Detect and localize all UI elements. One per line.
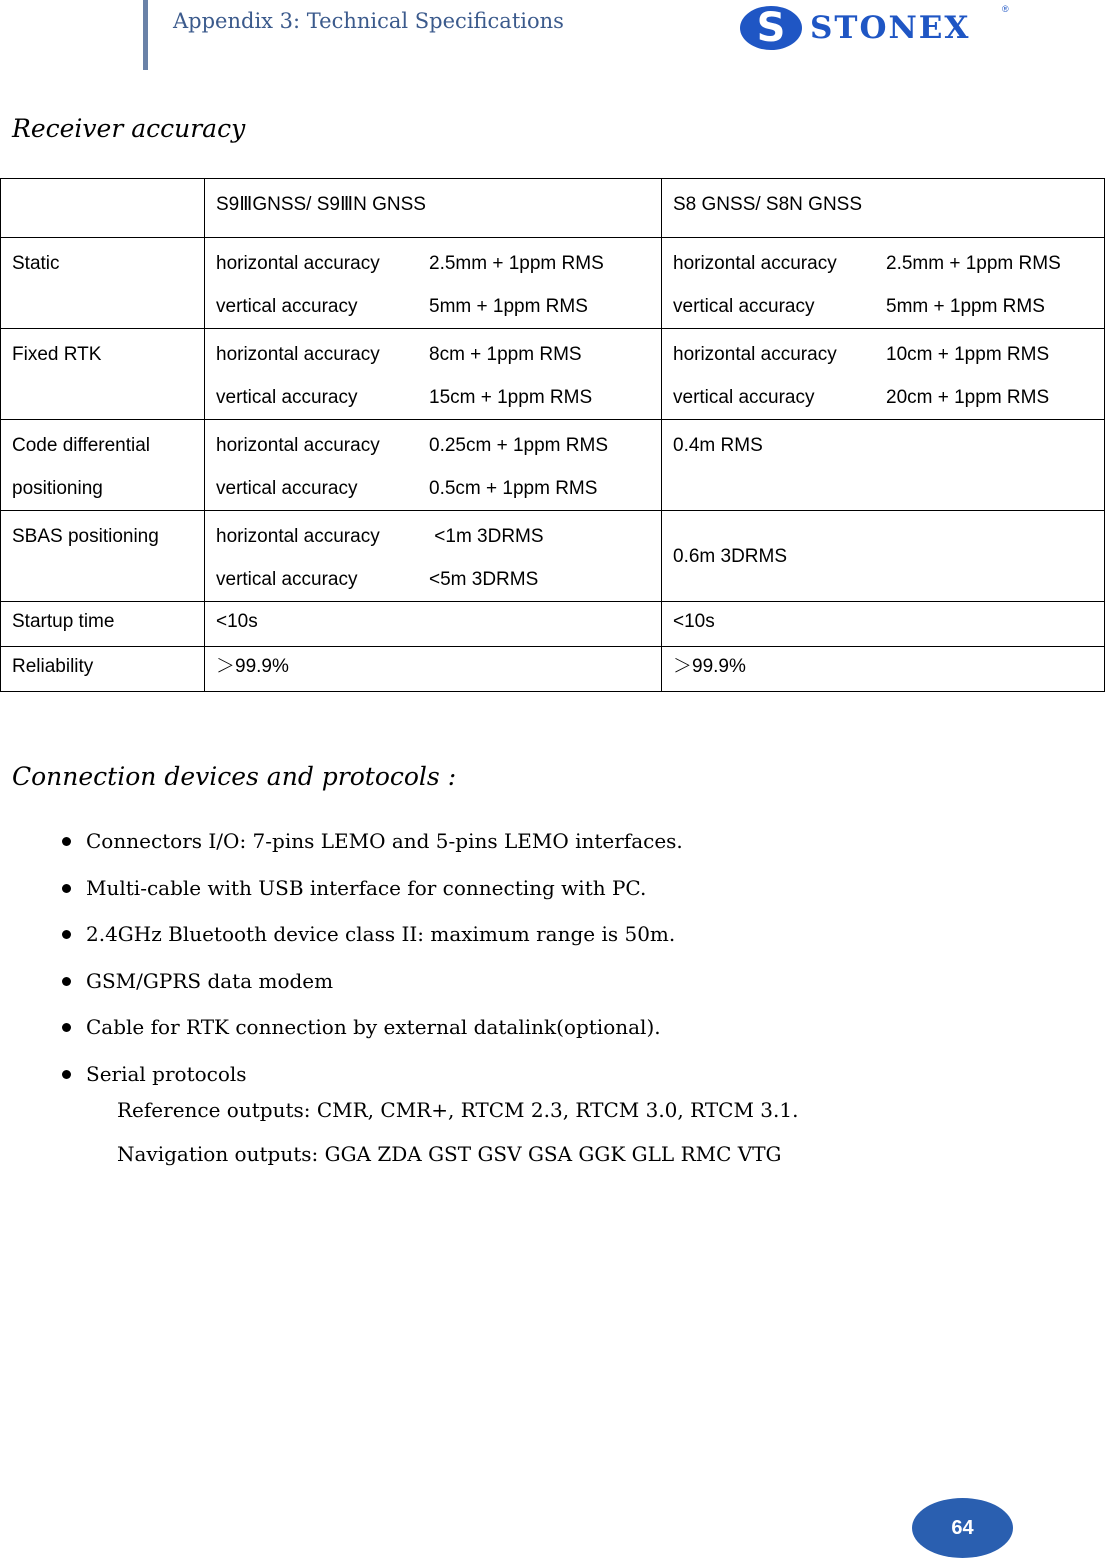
h-value: <1m 3DRMS [429,526,544,547]
h-label: horizontal accuracy [216,344,380,365]
h-label: horizontal accuracy [216,253,380,274]
v-value: <5m 3DRMS [429,569,539,590]
v-value: 5mm + 1ppm RMS [429,296,588,317]
connection-list [0,818,1106,1097]
v-label: vertical accuracy [216,296,358,317]
table-row-reliability [1,647,1105,692]
h-value: 0.25cm + 1ppm RMS [429,435,608,456]
table-header-row [1,179,1105,238]
navigation-outputs: Navigation outputs: GGA ZDA GST GSV GSA GGK GLL RMC VTG [117,1142,782,1166]
list-item-text: Multi-cable with USB interface for connecting with PC. [86,875,647,900]
bullet-icon [62,1023,71,1032]
list-item [0,958,1106,1005]
logo-text: STONEX [810,10,971,46]
sbas-s8-cell: 0.6m 3DRMS [662,511,1105,602]
header-divider [143,0,148,70]
connection-title: Connection devices and protocols : [12,762,457,791]
list-item-text: 2.4GHz Bluetooth device class II: maximum range is 50m. [86,922,676,946]
bullet-icon [62,837,71,846]
static-s9-cell [205,238,662,329]
h-value: 2.5mm + 1ppm RMS [429,253,604,274]
header-cell-s8: S8 GNSS/ S8N GNSS [662,179,1105,238]
row-label: Static [1,238,205,329]
reference-outputs: Reference outputs: CMR, CMR+, RTCM 2.3, RTCM 3.0, RTCM 3.1. [117,1098,799,1122]
row-label-line2: positioning [12,478,103,499]
stonex-logo [740,6,1015,52]
table-row-static [1,238,1105,329]
list-item [0,818,1106,865]
row-label-line1: Code differential [12,435,151,456]
list-item-text: Serial protocols [86,1061,247,1086]
bullet-icon [62,884,71,893]
list-item [0,865,1106,912]
header-title: Appendix 3: Technical Specifications [173,9,564,33]
v-label: vertical accuracy [673,296,815,317]
v-value: 15cm + 1ppm RMS [429,387,593,408]
bullet-icon [62,930,71,939]
bullet-icon [62,977,71,986]
header-cell-empty [1,179,205,238]
list-item-text: GSM/GPRS data modem [86,968,334,993]
v-label: vertical accuracy [216,569,358,590]
bullet-icon [62,1070,71,1079]
logo-mark: S [740,6,802,50]
page-number-badge: 64 [912,1498,1013,1558]
h-value: 8cm + 1ppm RMS [429,344,582,365]
list-item [0,1051,1106,1098]
row-label: Reliability [1,647,205,692]
h-label: horizontal accuracy [216,435,380,456]
row-label [1,420,205,511]
receiver-accuracy-table [0,178,1105,692]
h-label: horizontal accuracy [673,253,837,274]
row-label: Fixed RTK [1,329,205,420]
h-label: horizontal accuracy [673,344,837,365]
startup-s8-cell: <10s [662,602,1105,647]
list-item [0,911,1106,958]
table-row-startup [1,602,1105,647]
table-row-sbas [1,511,1105,602]
static-s8-cell [662,238,1105,329]
list-item-text: Connectors I/O: 7-pins LEMO and 5-pins LEMO interfaces. [86,829,683,853]
row-label: SBAS positioning [1,511,205,602]
code-s9-cell [205,420,662,511]
v-value: 0.5cm + 1ppm RMS [429,478,598,499]
h-value: 2.5mm + 1ppm RMS [886,253,1061,274]
h-label: horizontal accuracy [216,526,380,547]
reliability-s8-cell: ＞99.9% [662,647,1105,692]
code-s8-cell: 0.4m RMS [662,420,1105,511]
rtk-s9-cell [205,329,662,420]
list-item-text: Cable for RTK connection by external datalink(optional). [86,1015,661,1039]
v-label: vertical accuracy [673,387,815,408]
v-value: 5mm + 1ppm RMS [886,296,1045,317]
header-cell-s9: S9ⅢGNSS/ S9ⅢN GNSS [205,179,662,238]
receiver-accuracy-title: Receiver accuracy [12,114,246,143]
v-value: 20cm + 1ppm RMS [886,387,1050,408]
h-value: 10cm + 1ppm RMS [886,344,1050,365]
row-label: Startup time [1,602,205,647]
list-item [0,1004,1106,1051]
table-row-code-differential [1,420,1105,511]
rtk-s8-cell [662,329,1105,420]
reliability-s9-cell: ＞99.9% [205,647,662,692]
startup-s9-cell: <10s [205,602,662,647]
v-label: vertical accuracy [216,478,358,499]
registered-mark: ® [1002,4,1009,14]
v-label: vertical accuracy [216,387,358,408]
table-row-fixed-rtk [1,329,1105,420]
sbas-s9-cell [205,511,662,602]
